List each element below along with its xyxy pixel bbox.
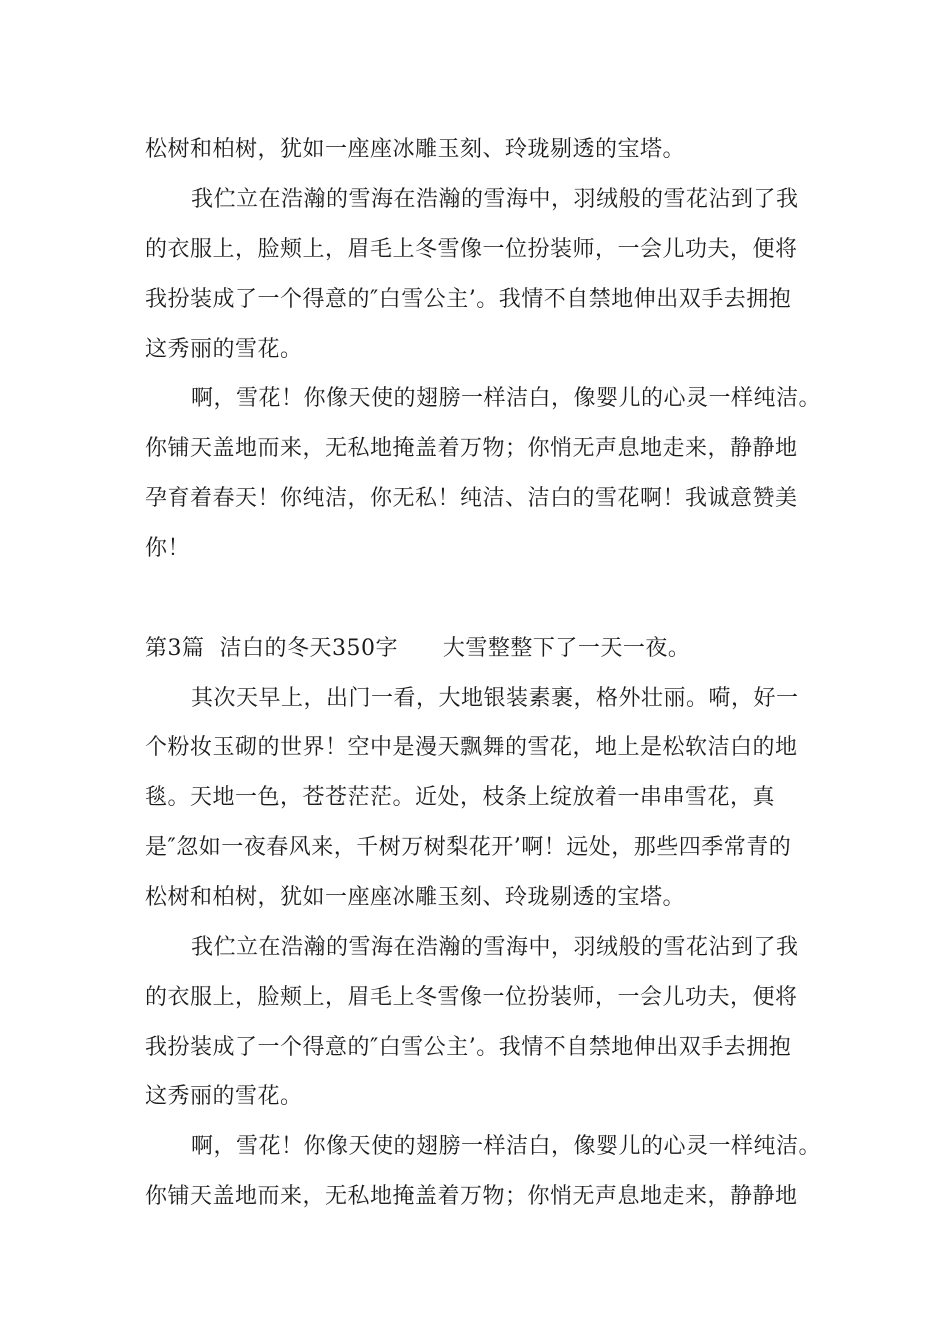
- text-line: 你！: [145, 536, 191, 561]
- text-line: 你铺天盖地而来，无私地掩盖着万物；你悄无声息地走来，静静地: [145, 436, 798, 461]
- text-line: 我扮装成了一个得意的″白雪公主’。我情不自禁地伸出双手去拥抱: [145, 1035, 792, 1060]
- text-line: 松树和柏树，犹如一座座冰雕玉刻、玲珑剔透的宝塔。: [145, 137, 686, 162]
- text-line: 这秀丽的雪花。: [145, 1084, 303, 1109]
- text-line: 啊，雪花！你像天使的翅膀一样洁白，像婴儿的心灵一样纯洁。: [191, 386, 822, 411]
- text-line: 个粉妆玉砌的世界！空中是漫天飘舞的雪花，地上是松软洁白的地: [145, 735, 798, 760]
- text-line: 松树和柏树，犹如一座座冰雕玉刻、玲珑剔透的宝塔。: [145, 885, 686, 910]
- text-line: 我伫立在浩瀚的雪海在浩瀚的雪海中，羽绒般的雪花沾到了我: [191, 187, 799, 212]
- text-line: 啊，雪花！你像天使的翅膀一样洁白，像婴儿的心灵一样纯洁。: [191, 1134, 822, 1159]
- text-line: 你铺天盖地而来，无私地掩盖着万物；你悄无声息地走来，静静地: [145, 1184, 798, 1209]
- text-line: 是″忽如一夜春风来，千树万树梨花开’啊！远处，那些四季常青的: [145, 835, 792, 860]
- text-line: 的衣服上，脸颊上，眉毛上冬雪像一位扮装师，一会儿功夫，便将: [145, 985, 798, 1010]
- text-line: 我伫立在浩瀚的雪海在浩瀚的雪海中，羽绒般的雪花沾到了我: [191, 935, 799, 960]
- text-line: 毯。天地一色，苍苍茫茫。近处，枝条上绽放着一串串雪花，真: [145, 785, 776, 810]
- text-line: 的衣服上，脸颊上，眉毛上冬雪像一位扮装师，一会儿功夫，便将: [145, 237, 798, 262]
- text-line: 其次天早上，出门一看，大地银装素裹，格外壮丽。嗬，好一: [191, 686, 799, 711]
- text-line: 孕育着春天！你纯洁，你无私！纯洁、洁白的雪花啊！我诚意赞美: [145, 486, 798, 511]
- text-line: 这秀丽的雪花。: [145, 337, 303, 362]
- section-heading: 第3篇 洁白的冬天350字 大雪整整下了一天一夜。: [145, 636, 691, 661]
- text-line: 我扮装成了一个得意的″白雪公主’。我情不自禁地伸出双手去拥抱: [145, 287, 792, 312]
